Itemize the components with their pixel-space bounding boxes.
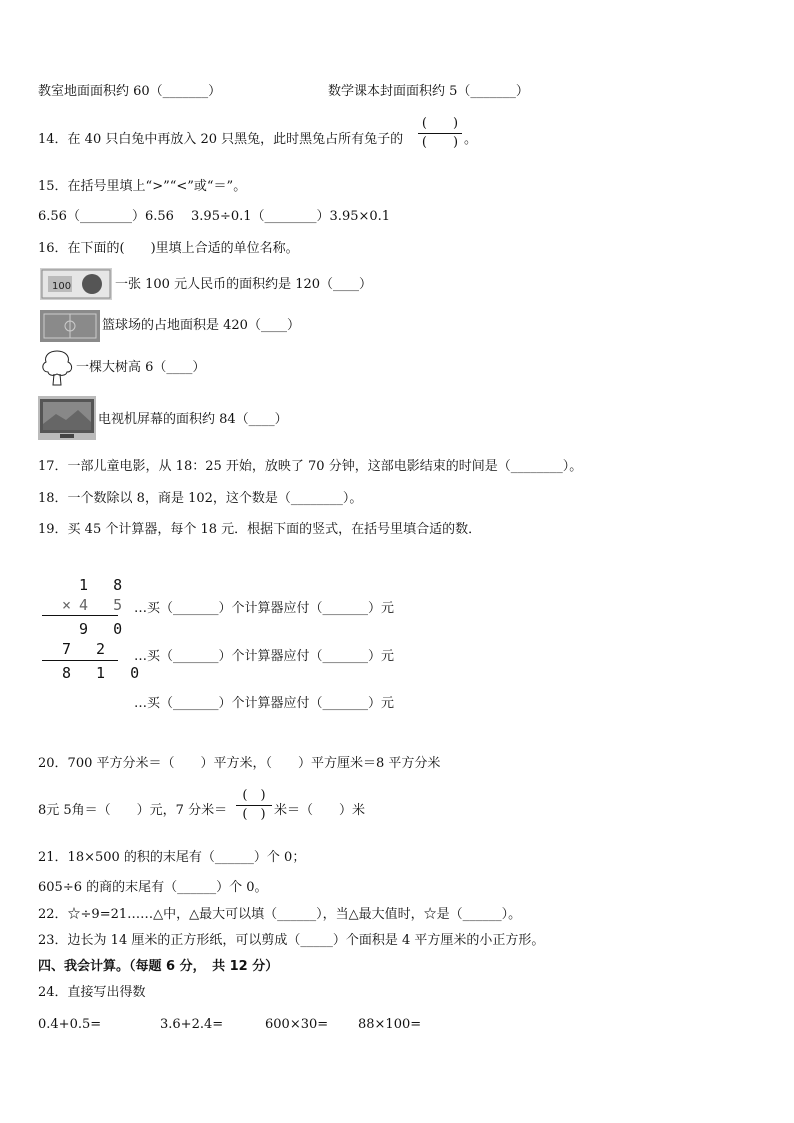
q19-text: 19．买 45 个计算器，每个 18 元．根据下面的竖式，在括号里填合适的数． [38,522,482,537]
q16-text: 16．在下面的( )里填上合适的单位名称。 [38,241,299,256]
q15-items: 6.56（________）6.56 3.95÷0.1（________）3.95×0.1 [38,209,391,224]
line-classroom-area: 教室地面面积约 60（_______） [38,84,222,99]
q16-a: 一张 100 元人民币的面积约是 120（____） [115,277,373,292]
q23-text: 23．边长为 14 厘米的正方形纸，可以剪成（_____）个面积是 4 平方厘米的小正方形。 [38,933,545,948]
q16-b: 篮球场的占地面积是 420（____） [102,318,300,333]
tree-icon [40,348,74,386]
q21-line-2: 605÷6 的商的末尾有（______）个 0。 [38,880,268,895]
calc-item-3: 600×30= [265,1017,329,1032]
q15-text: 15．在括号里填上“>”“<”或“＝”。 [38,179,247,194]
line-textbook-area: 数学课本封面面积约 5（_______） [328,84,529,99]
q22-text: 22．☆÷9=21……△中，△最大可以填（______），当△最大值时，☆是（______）。 [38,907,522,922]
basketball-court-image [40,310,100,342]
banknote-value: 100 [52,281,72,292]
q20-line-2b: 米＝（ ）米 [274,803,366,818]
q17-text: 17．一部儿童电影，从 18：25 开始，放映了 70 分钟，这部电影结束的时间是（________）。 [38,459,583,474]
vertical-line-2 [42,660,118,661]
vertical-line-1 [42,615,118,616]
calc-item-2: 3.6+2.4= [160,1017,224,1032]
q20-line-2a: 8元 5角＝（ ）元，7 分米＝ [38,803,228,818]
q16-c: 一棵大树高 6（____） [76,360,206,375]
q14-numerator[interactable]: ( ) [421,116,459,131]
vertical-row-4: 7 2 [62,640,114,658]
q24-text: 24．直接写出得数 [38,985,146,1000]
q19-row-2: …买（_______）个计算器应付（_______）元 [134,649,395,664]
q18-text: 18．一个数除以 8，商是 102，这个数是（________）。 [38,491,363,506]
q14-fraction[interactable] [418,116,462,151]
q14-denominator[interactable]: ( ) [421,135,459,150]
vertical-row-3: 9 0 [62,620,131,638]
vertical-row-1: 1 8 [62,576,131,594]
q21-line-1: 21．18×500 的积的末尾有（______）个 0； [38,850,306,865]
calc-item-1: 0.4+0.5= [38,1017,102,1032]
section-4-heading: 四、我会计算。（每题 6 分， 共 12 分） [38,959,279,974]
q20-numerator[interactable]: ( ) [242,788,266,803]
q14-text: 14．在 40 只白兔中再放入 20 只黑兔，此时黑兔占所有兔子的 [38,132,404,147]
television-image [38,396,96,440]
q16-d: 电视机屏幕的面积约 84（____） [98,412,288,427]
q19-row-1: …买（_______）个计算器应付（_______）元 [134,601,395,616]
q20-line-1: 20．700 平方分米＝（ ）平方米，（ ）平方厘米＝8 平方分米 [38,756,441,771]
q14-end: 。 [464,132,478,147]
vertical-row-2: ×4 5 [62,596,131,614]
q20-denominator[interactable]: ( ) [242,807,266,822]
calc-item-4: 88×100= [358,1017,422,1032]
vertical-row-5: 8 1 0 [62,664,148,682]
q20-fraction[interactable] [236,788,272,823]
q19-row-3: …买（_______）个计算器应付（_______）元 [134,696,395,711]
banknote-image [40,268,112,300]
